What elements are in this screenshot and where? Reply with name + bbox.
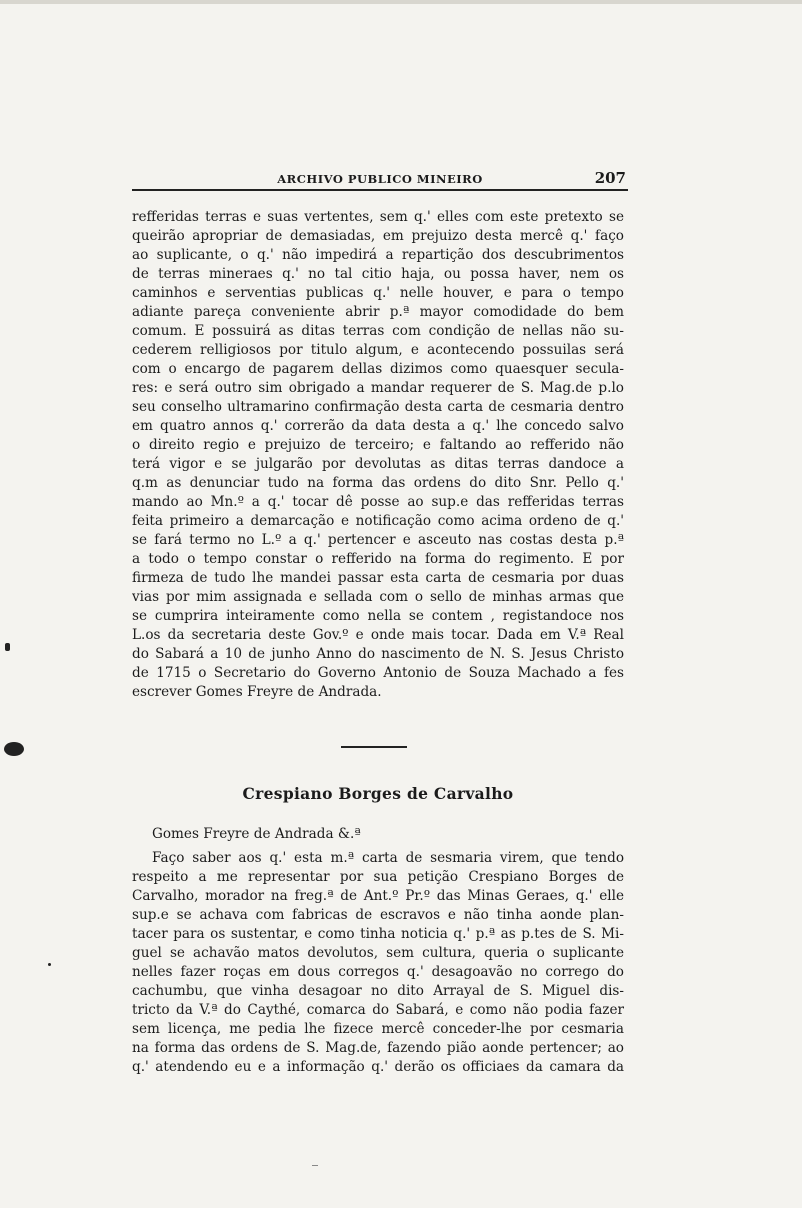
text-line: a todo o tempo constar o refferido na forma do regimento. E por (132, 551, 624, 567)
paragraph-grant (132, 849, 624, 1077)
page-number: 207 (594, 169, 626, 187)
text-line: escrever Gomes Freyre de Andrada. (132, 684, 382, 700)
text-line: respeito a me representar por sua petição Crespiano Borges de (132, 869, 624, 885)
text-line: do Sabará a 10 de junho Anno do nascimento de N. S. Jesus Christo (132, 646, 624, 662)
text-line: seu conselho ultramarino confirmação desta carta de cesmaria dentro (132, 399, 624, 415)
text-line: adiante pareça conveniente abrir p.ª mayor comodidade do bem (132, 304, 624, 320)
text-line: guel se achavão matos devolutos, sem cultura, queria o suplicante (132, 945, 624, 961)
text-line: firmeza de tudo lhe mandei passar esta carta de cesmaria por duas (132, 570, 624, 586)
header-rule (132, 189, 628, 191)
text-line: Faço saber aos q.' esta m.ª carta de sesmaria virem, que tendo (152, 850, 624, 866)
text-line: comum. E possuirá as ditas terras com condição de nellas não su- (132, 323, 624, 339)
text-line: L.os da secretaria deste Gov.º e onde mais tocar. Dada em V.ª Real (132, 627, 624, 643)
scan-edge (0, 0, 802, 4)
running-title: ARCHIVO PUBLICO MINEIRO (277, 172, 483, 186)
salutation-line: Gomes Freyre de Andrada &.ª (152, 826, 361, 842)
margin-ink-blot (4, 742, 24, 756)
text-line: tricto da V.ª do Caythé, comarca do Sabará, e como não podia fazer (132, 1002, 624, 1018)
text-line: cachumbu, que vinha desagoar no dito Arrayal de S. Miguel dis- (132, 983, 624, 999)
margin-ink-dot (48, 963, 51, 966)
text-line: o direito regio e prejuizo de terceiro; e faltando ao refferido não (132, 437, 624, 453)
text-line: nelles fazer roças em dous corregos q.' desagoavão no corrego do (132, 964, 624, 980)
section-heading: Crespiano Borges de Carvalho (242, 784, 514, 803)
section-divider (341, 746, 407, 748)
text-line: tacer para os sustentar, e como tinha noticia q.' p.ª as p.tes de S. Mi- (132, 926, 624, 942)
page-header (132, 169, 628, 188)
text-line: ao suplicante, o q.' não impedirá a repartição dos descubrimentos (132, 247, 624, 263)
text-line: em quatro annos q.' correrão da data desta a q.' lhe concedo salvo (132, 418, 624, 434)
text-line: mando ao Mn.º a q.' tocar dê posse ao sup.e das refferidas terras (132, 494, 624, 510)
margin-ink-mark (5, 643, 10, 651)
text-line: feita primeiro a demarcação e notificação como acima ordeno de q.' (132, 513, 624, 529)
text-line: queirão apropriar de demasiadas, em prejuizo desta mercê q.' faço (132, 228, 624, 244)
text-line: se fará termo no L.º a q.' pertencer e asceuto nas costas desta p.ª (132, 532, 624, 548)
text-line: de terras mineraes q.' no tal citio haja, ou possa haver, nem os (132, 266, 624, 282)
text-line: se cumprira inteiramente como nella se contem , registandoce nos (132, 608, 624, 624)
grant-salutation (132, 825, 624, 844)
text-line: res: e será outro sim obrigado a mandar requerer de S. Mag.de p.lo (132, 380, 624, 396)
text-line: q.m as denunciar tudo na forma das ordens do dito Snr. Pello q.' (132, 475, 624, 491)
text-line: q.' atendendo eu e a informação q.' derão os officiaes da camara da (132, 1059, 624, 1075)
text-line: cederem relligiosos por titulo algum, e acontecendo possuilas será (132, 342, 624, 358)
text-line: na forma das ordens de S. Mag.de, fazendo pião aonde pertencer; ao (132, 1040, 624, 1056)
scan-speck (312, 1165, 318, 1166)
text-line: vias por mim assignada e sellada com o sello de minhas armas que (132, 589, 624, 605)
paragraph-continued (132, 208, 624, 702)
text-line: de 1715 o Secretario do Governo Antonio de Souza Machado a fes (132, 665, 624, 681)
text-line: terá vigor e se julgarão por devolutas as ditas terras dandoce a (132, 456, 624, 472)
text-line: sem licença, me pedia lhe fizece mercê conceder-lhe por cesmaria (132, 1021, 624, 1037)
text-line: com o encargo de pagarem dellas dizimos como quaesquer secula- (132, 361, 624, 377)
text-line: Carvalho, morador na freg.ª de Ant.º Pr.º das Minas Geraes, q.' elle (132, 888, 624, 904)
text-line: caminhos e serventias publicas q.' nelle houver, e para o tempo (132, 285, 624, 301)
text-line: sup.e se achava com fabricas de escravos e não tinha aonde plan- (132, 907, 624, 923)
text-line: refferidas terras e suas vertentes, sem q.' elles com este pretexto se (132, 209, 624, 225)
